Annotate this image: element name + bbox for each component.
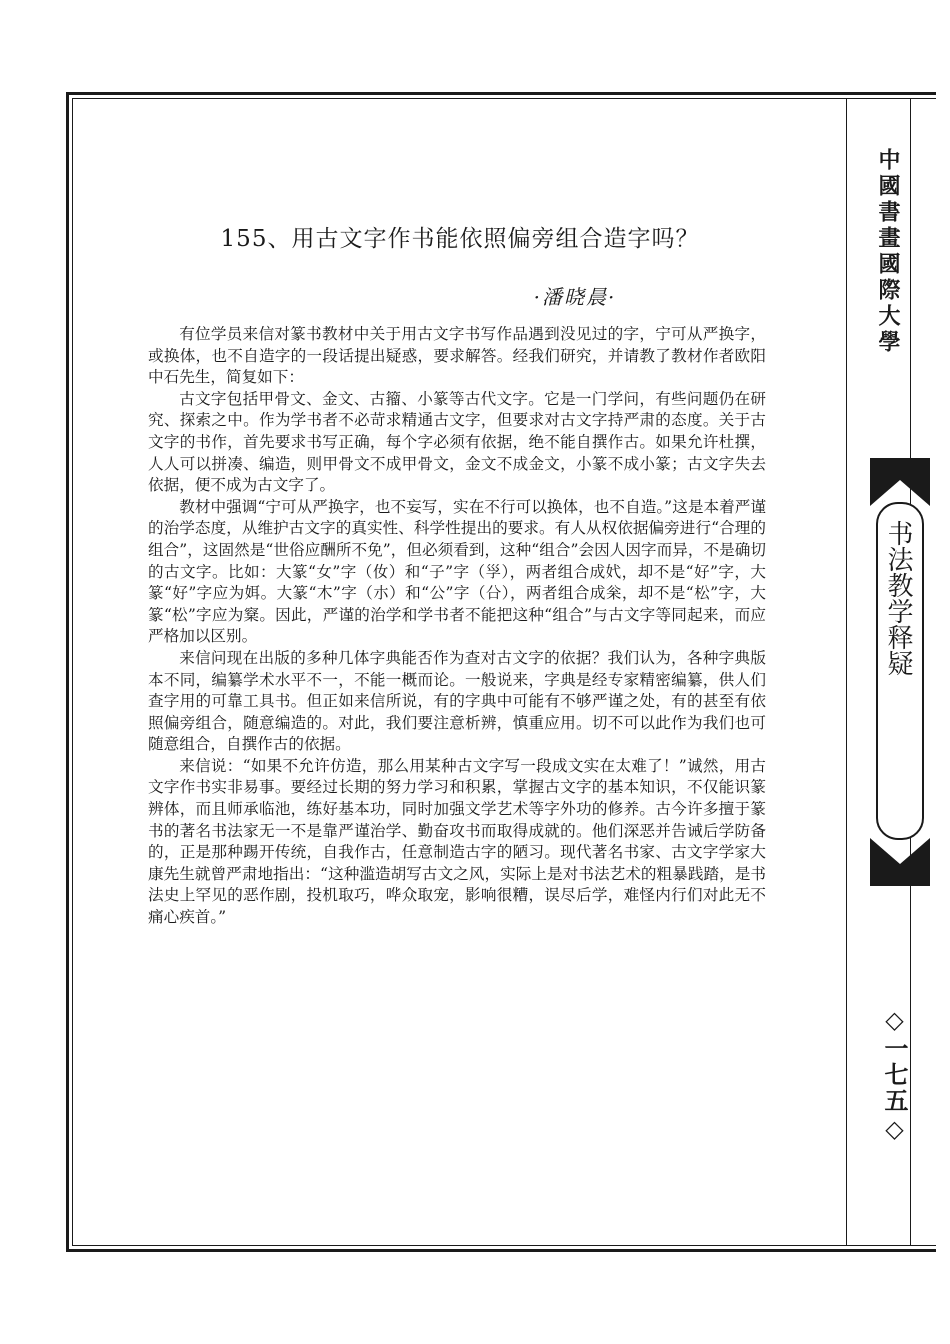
paragraph: 来信问现在出版的多种几体字典能否作为查对古文字的依据？我们认为，各种字典版本不同，编纂学术水平不一，不能一概而论。一般说来，字典是经专家精密编纂，供人们查字用的可靠工具书。但正如来信所说，有的字典中可能有不够严谨之处，有的甚至有依照偏旁组合，随意编造的。对此，我们要注意析辨，慎重应用。切不可以此作为我们也可随意组合，自撰作古的依据。 (148, 648, 766, 754)
series-title: 书法教学释疑 (883, 520, 913, 676)
article-author: ·潘晓晨· (533, 285, 617, 309)
page-number: ◇一七五◇ (880, 1005, 909, 1145)
article-body (148, 324, 766, 929)
paragraph: 教材中强调“宁可从严换字，也不妄写，实在不行可以换体，也不自造。”这是本着严谨的治学态度，从维护古文字的真实性、科学性提出的要求。有人从权依据偏旁进行“合理的组合”，这固然是“世俗应酬所不免”，但必须看到，这种“组合”会因人因字而异，不是确切的古文字。比如：大篆“女”字（㚢）和“子”字（㜽），两者组合成㚤，却不是“好”字，大篆“好”字应为㛅。大篆“木”字（朩）和“公”字（㕣），两者组合成枀，却不是“松”字，大篆“松”字应为㮤。因此，严谨的治学和学书者不能把这种“组合”与古文字等同起来，而应严格加以区别。 (148, 497, 766, 646)
sidebar-divider (846, 98, 847, 1246)
chevron-down-ornament-icon (870, 838, 930, 878)
article-title: 155、用古文字作书能依照偏旁组合造字吗？ (220, 226, 700, 252)
ornament-bar-bottom (870, 876, 930, 886)
university-name: 中國書畫國際大學 (875, 148, 901, 356)
chevron-up-ornament-icon (870, 466, 930, 506)
paragraph: 来信说：“如果不允许仿造，那么用某种古文字写一段成文实在太难了！”诚然，用古文字作书实非易事。要经过长期的努力学习和积累，掌握古文字的基本知识，不仅能识篆辨体，而且师承临池，练好基本功，同时加强文学艺术等字外功的修养。古今许多擅于篆书的著名书法家无一不是靠严谨治学、勤奋攻书而取得成就的。他们深恶并告诫后学防备的，正是那种踢开传统，自我作古，任意制造古字的陋习。现代著名书家、古文字学家大康先生就曾严肃地指出：“这种滥造胡写古文之风，实际上是对书法艺术的粗暴践踏，是书法史上罕见的恶作剧，投机取巧，哗众取宠，影响很糟，误尽后学，难怪内行们对此无不痛心疾首。” (148, 756, 766, 927)
paragraph: 有位学员来信对篆书教材中关于用古文字书写作品遇到没见过的字，宁可从严换字，或换体，也不自造字的一段话提出疑惑，要求解答。经我们研究，并请教了教材作者欧阳中石先生，简复如下： (148, 325, 766, 387)
paragraph: 古文字包括甲骨文、金文、古籀、小篆等古代文字。它是一门学问，有些问题仍在研究、探索之中。作为学书者不必苛求精通古文字，但要求对古文字持严肃的态度。关于古文字的书作，首先要求书写正确，每个字必须有依据，绝不能自撰作古。如果允许杜撰，人人可以拼凑、编造，则甲骨文不成甲骨文，金文不成金文，小篆不成小篆；古文字失去依据，便不成为古文字了。 (148, 389, 766, 495)
